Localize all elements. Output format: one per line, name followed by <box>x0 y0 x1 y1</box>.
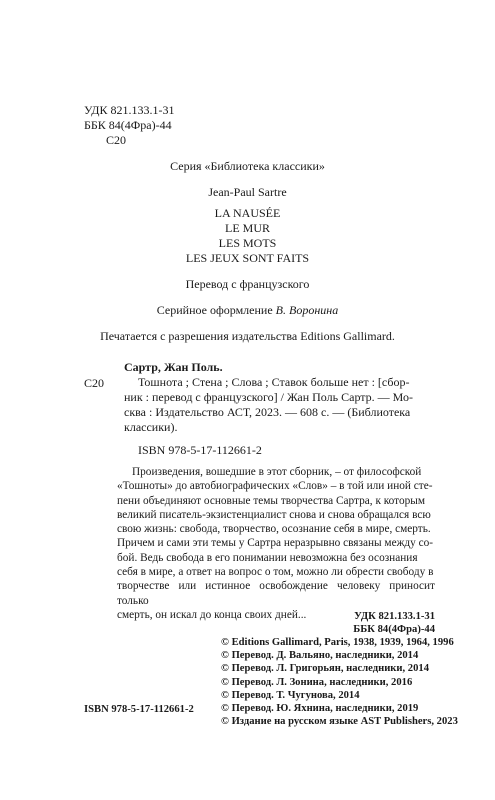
record-isbn: ISBN 978-5-17-112661-2 <box>138 443 262 457</box>
annotation <box>117 465 435 622</box>
annotation-line: Произведения, вошедшие в этот сборник, – от философской <box>132 466 422 478</box>
annotation-line: Причем и сами эти темы у Сартра неразрывно связаны между со- <box>117 537 434 550</box>
record-line-1: Тошнота ; Стена ; Слова ; Ставок больше нет : [сбор- <box>138 375 410 389</box>
design-credit-name: В. Воронина <box>275 303 339 317</box>
udk-code: УДК 821.133.1-31 <box>84 103 175 117</box>
copyright-line: © Издание на русском языке AST Publishers, 2023 <box>221 716 458 728</box>
translation-note: Перевод с французского <box>185 277 310 291</box>
record-line-3: сква : Издательство АСТ, 2023. — 608 с. — (Библиотека <box>124 405 411 419</box>
author-mark: С20 <box>106 133 127 147</box>
copyright-list <box>221 636 458 728</box>
annotation-line: себя в мире, а ответ на вопрос о том, можно ли обрести свободу в <box>117 566 434 579</box>
permission-note: Печатается с разрешения издательства Editions Gallimard. <box>100 329 395 343</box>
bbk-code: ББК 84(4Фра)-44 <box>84 118 172 132</box>
annotation-line: смерть, он искал до конца своих дней... <box>117 608 307 621</box>
original-title-3: LES MOTS <box>218 236 277 250</box>
record-line-2: ник : перевод с французского] / Жан Поль Сартр. — Мо- <box>124 390 414 404</box>
copyright-line: © Перевод. Т. Чугунова, 2014 <box>221 689 360 701</box>
copyright-line: © Перевод. Л. Григорьян, наследники, 2014 <box>221 663 429 675</box>
copyright-line: © Editions Gallimard, Paris, 1938, 1939, 1964, 1996 <box>221 637 454 648</box>
design-credit <box>0 303 495 318</box>
annotation-line: свою жизнь: свобода, творчество, осознание себя в мире, смерть. <box>117 523 431 536</box>
annotation-line: бой. Ведь свобода в его понимании невозможна без осознания <box>117 551 418 564</box>
bottom-bbk-code: ББК 84(4Фра)-44 <box>353 624 435 635</box>
series-name: Серия «Библиотека классики» <box>170 159 325 173</box>
annotation-line: великий писатель-экзистенциалист снова и снова обращался всю <box>117 508 431 521</box>
annotation-line: пени объединяют основные темы творчества Сартра, к которым <box>117 494 425 507</box>
author-original-name: Jean-Paul Sartre <box>208 185 287 199</box>
original-title-4: LES JEUX SONT FAITS <box>185 251 310 265</box>
original-title-1: LA NAUSÉE <box>214 206 281 220</box>
annotation-line: творчестве или истинное освобождение человеку приносит только <box>117 580 435 607</box>
isbn-bottom: ISBN 978-5-17-112661-2 <box>84 704 194 715</box>
design-credit-label: Серийное оформление <box>156 303 276 317</box>
original-title-2: LE MUR <box>225 221 270 235</box>
annotation-line: «Тошноты» до автобиографических «Слов» – в той или иной сте- <box>117 480 433 493</box>
copyright-line: © Перевод. Ю. Яхнина, наследники, 2019 <box>221 703 419 715</box>
copyright-line: © Перевод. Д. Вальяно, наследники, 2014 <box>221 650 419 662</box>
record-line-4: классики). <box>124 420 178 434</box>
record-author-mark: С20 <box>84 376 105 390</box>
record-author: Сартр, Жан Поль. <box>124 360 223 374</box>
copyright-line: © Перевод. Л. Зонина, наследники, 2016 <box>221 676 413 688</box>
bottom-udk-code: УДК 821.133.1-31 <box>354 611 435 622</box>
